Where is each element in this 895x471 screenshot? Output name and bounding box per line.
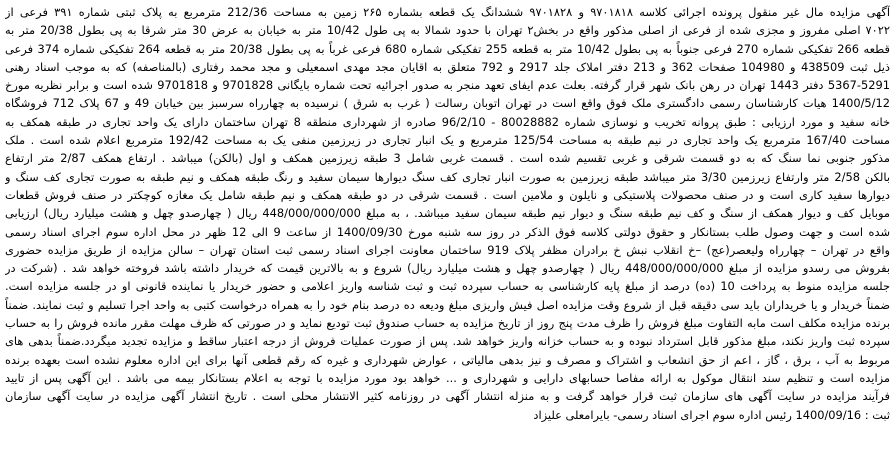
notice-line: سپرده ثبت واریز نکند، مبلغ مذکور قابل استرداد نبوده و به حساب خزانه واریز خواهد شد. پس از صورت عملیات فروش از درجه اعتبار ساقط و مزایده تجدید میگردد.ضمناً بدهی های bbox=[5, 334, 890, 349]
notice-line: مساحت 167/40 مترمربع یک واحد تجاری در نیم طبقه به مساحت 125/54 مترمربع و یک انبار تجاری در زیرزمین منفی یک به مساحت 192/42 مترمربع اعلام شده است . ملک bbox=[5, 133, 890, 148]
notice-line: 1400/5/12 هیات کارشناسان رسمی دادگستری ملک فوق واقع است در تهران اتوبان رسالت ( غرب به شرق ) نرسیده به چهارراه سرسبز بین خیابان 49 و 67 پلاک 712 فروشگاه bbox=[5, 96, 890, 111]
notice-line: برنده مزایده مکلف است مابه التفاوت مبلغ فروش را ظرف مدت پنج روز از تاریخ مزایده به حساب صندوق ثبت تودیع نماید و در صورتی که ظرف مهلت مقرر مانده فروش را به حساب bbox=[5, 316, 890, 331]
notice-line: ثبت : 1400/09/16 رئیس اداره سوم اجرای اسناد رسمی- بایرامعلی علیزاد bbox=[533, 407, 890, 422]
notice-line: دیوارها سفید کاری است و در صنف محصولات پلاستیکی و نایلون و ملامین است . قسمت شرقی در دو طبقه همکف و نیم طبقه شامل یک مغازه کوچکتر در صنف فروش قطعات bbox=[5, 187, 890, 202]
notice-line: خانه سفید و مورد ارزیابی : طبق پروانه تخریب و نوسازی شماره 80028882 - 96/2/10 صادره از شهرداری منطقه 8 تهران ساختمان دارای یک واحد تجاری در طبقه همکف به bbox=[5, 114, 890, 129]
notice-line: قطعه 266 تفکیکی شماره 270 فرعی جنوباً به پی بطول 10/42 متر به قطعه 255 تفکیکی شماره 680 فرعی غرباً به پی بطول 20/38 متر به قطعه 264 تفکیکی شماره 374 فرعی bbox=[5, 41, 890, 56]
notice-line: آگهی مزایده مال غیر منقول پرونده اجرائی کلاسه ۹۷۰۱۸۱۸ و ۹۷۰۱۸۲۸ ششدانگ یک قطعه بشماره ۲۶۵ زمین به مساحت 212/36 مترمربع به پلاک ثبتی شماره ۳۹۱ فرعی از bbox=[5, 5, 890, 19]
notice-line: مزایده است و تنظیم سند انتقال موکول به ارائه مفاصا حسابهای دارایی و شهرداری و ... خواهد بود مورد مزایده با توجه به اعلام بستانکار بیمه می باشد . این آگهی پس از تایید bbox=[5, 370, 890, 385]
notice-line: شده است و جهت وصول طلب بستانکار و حقوق دولتی کلاسه فوق الذکر در روز سه شنبه مورخ 1400/09/30 از ساعت 9 الی 12 ظهر در محل اداره سوم اجرای اسناد رسمی bbox=[5, 224, 890, 239]
notice-line: بالکن 2/58 متر وارتفاع زیرزمین 3/30 متر میباشد طبقه زیرزمین به صورت انبار تجاری کف سنگ دیوارها سیمان سفید و رنگ طبقه همکف و نیم طبقه به صورت تجاری کف سنگ و bbox=[5, 169, 890, 184]
notice-line: بفروش می رسدو مزایده از مبلغ 448/000/000/000 ریال ( چهارصدو چهل و هشت میلیارد ریال) شروع و به بالاترین قیمت که خریدار داشته باشد فروخته خواهد شد . (شرکت در bbox=[5, 261, 890, 276]
notice-line: ضمناً خریدار و یا خریداران باید سی دقیقه قبل از شروع وقت مزایده اصل فیش واریزی مبلغ ودیعه ده درصد بنام خود را به همراه درخواست کتبی به واحد اجرا تسلیم و ثبت نمایند. ضمناً bbox=[5, 297, 890, 312]
notice-line: موبایل کف و دیوار همکف از سنگ و کف نیم طبقه سنگ و دیوار نیم طبقه سیمان سفید میباشد. ، به مبلغ 448/000/000/000 ریال ( چهارصدو چهل و هشت میلیارد ریال) ارزیابی bbox=[5, 206, 890, 221]
notice-line: مربوط به آب ، برق ، گاز ، اعم از حق انشعاب و اشتراک و مصرف و نیز بدهی مالیاتی ، عوارض شهرداری و غیره که رقم قطعی آنها برای این اداره معلوم نشده است بعهده برنده bbox=[5, 352, 890, 367]
notice-line: جلسه مزایده منوط به پرداخت 10 (ده) درصد از مبلغ پایه کارشناسی به حساب سپرده ثبت و ثبت شناسه واریز اعلامی و حضور خریدار یا نماینده قانونی او در جلسه مزایده است. bbox=[5, 279, 890, 294]
notice-line: ذیل ثبت 438509 و 104980 صفحات 362 و 213 دفتر املاک جلد 2917 و 792 متعلق به اقایان مجد مهدی اسمعیلی و مجد محمد رفتاری (بالمناصفه) که به موجب اسناد رهنی bbox=[5, 59, 890, 74]
notice-line: فرآیند مزایده در سایت آگهی های سازمان ثبت قرار خواهد گرفت و به منزله انتشار آگهی در روزنامه کثیر الانتشار محلی است . تاریخ انتشار آگهی مزایده در سایت آگهی سازمان bbox=[5, 389, 890, 404]
notice-line: مذکور جنوبی نما سنگ که به دو قسمت شرقی و غربی تقسیم شده است . قسمت غربی شامل 3 طبقه زیرزمین همکف و اول (بالکن) میباشد . ارتفاع همکف 2/87 متر ارتفاع bbox=[5, 151, 890, 166]
notice-line: واقع در تهران – چهارراه ولیعصر(عج) –خ انقلاب نبش خ برادران مظفر پلاک 919 ساختمان معاونت اجرای اسناد رسمی ثبت استان تهران – سالن مزایده از طریق مزایده حضوری bbox=[5, 242, 890, 257]
notice-line: ۷۰۲۲ اصلی مفروز و مجزی شده از فرعی از اصلی مذکور واقع در بخش۲ تهران با حدود شمالا به پی طول 10/42 متر به خیابان به عرض 30 متر شرقا به پی بطول 20/38 متر به bbox=[5, 23, 890, 38]
notice-line: 5367-5291 دفتر 1443 تهران در رهن بانک شهر قرار گرفته. بعلت عدم ایفای تعهد منجر به صدور اجرائیه تحت شماره بایگانی 9701828 و 9701818 شده است و برابر نظریه مورخ bbox=[5, 78, 890, 93]
